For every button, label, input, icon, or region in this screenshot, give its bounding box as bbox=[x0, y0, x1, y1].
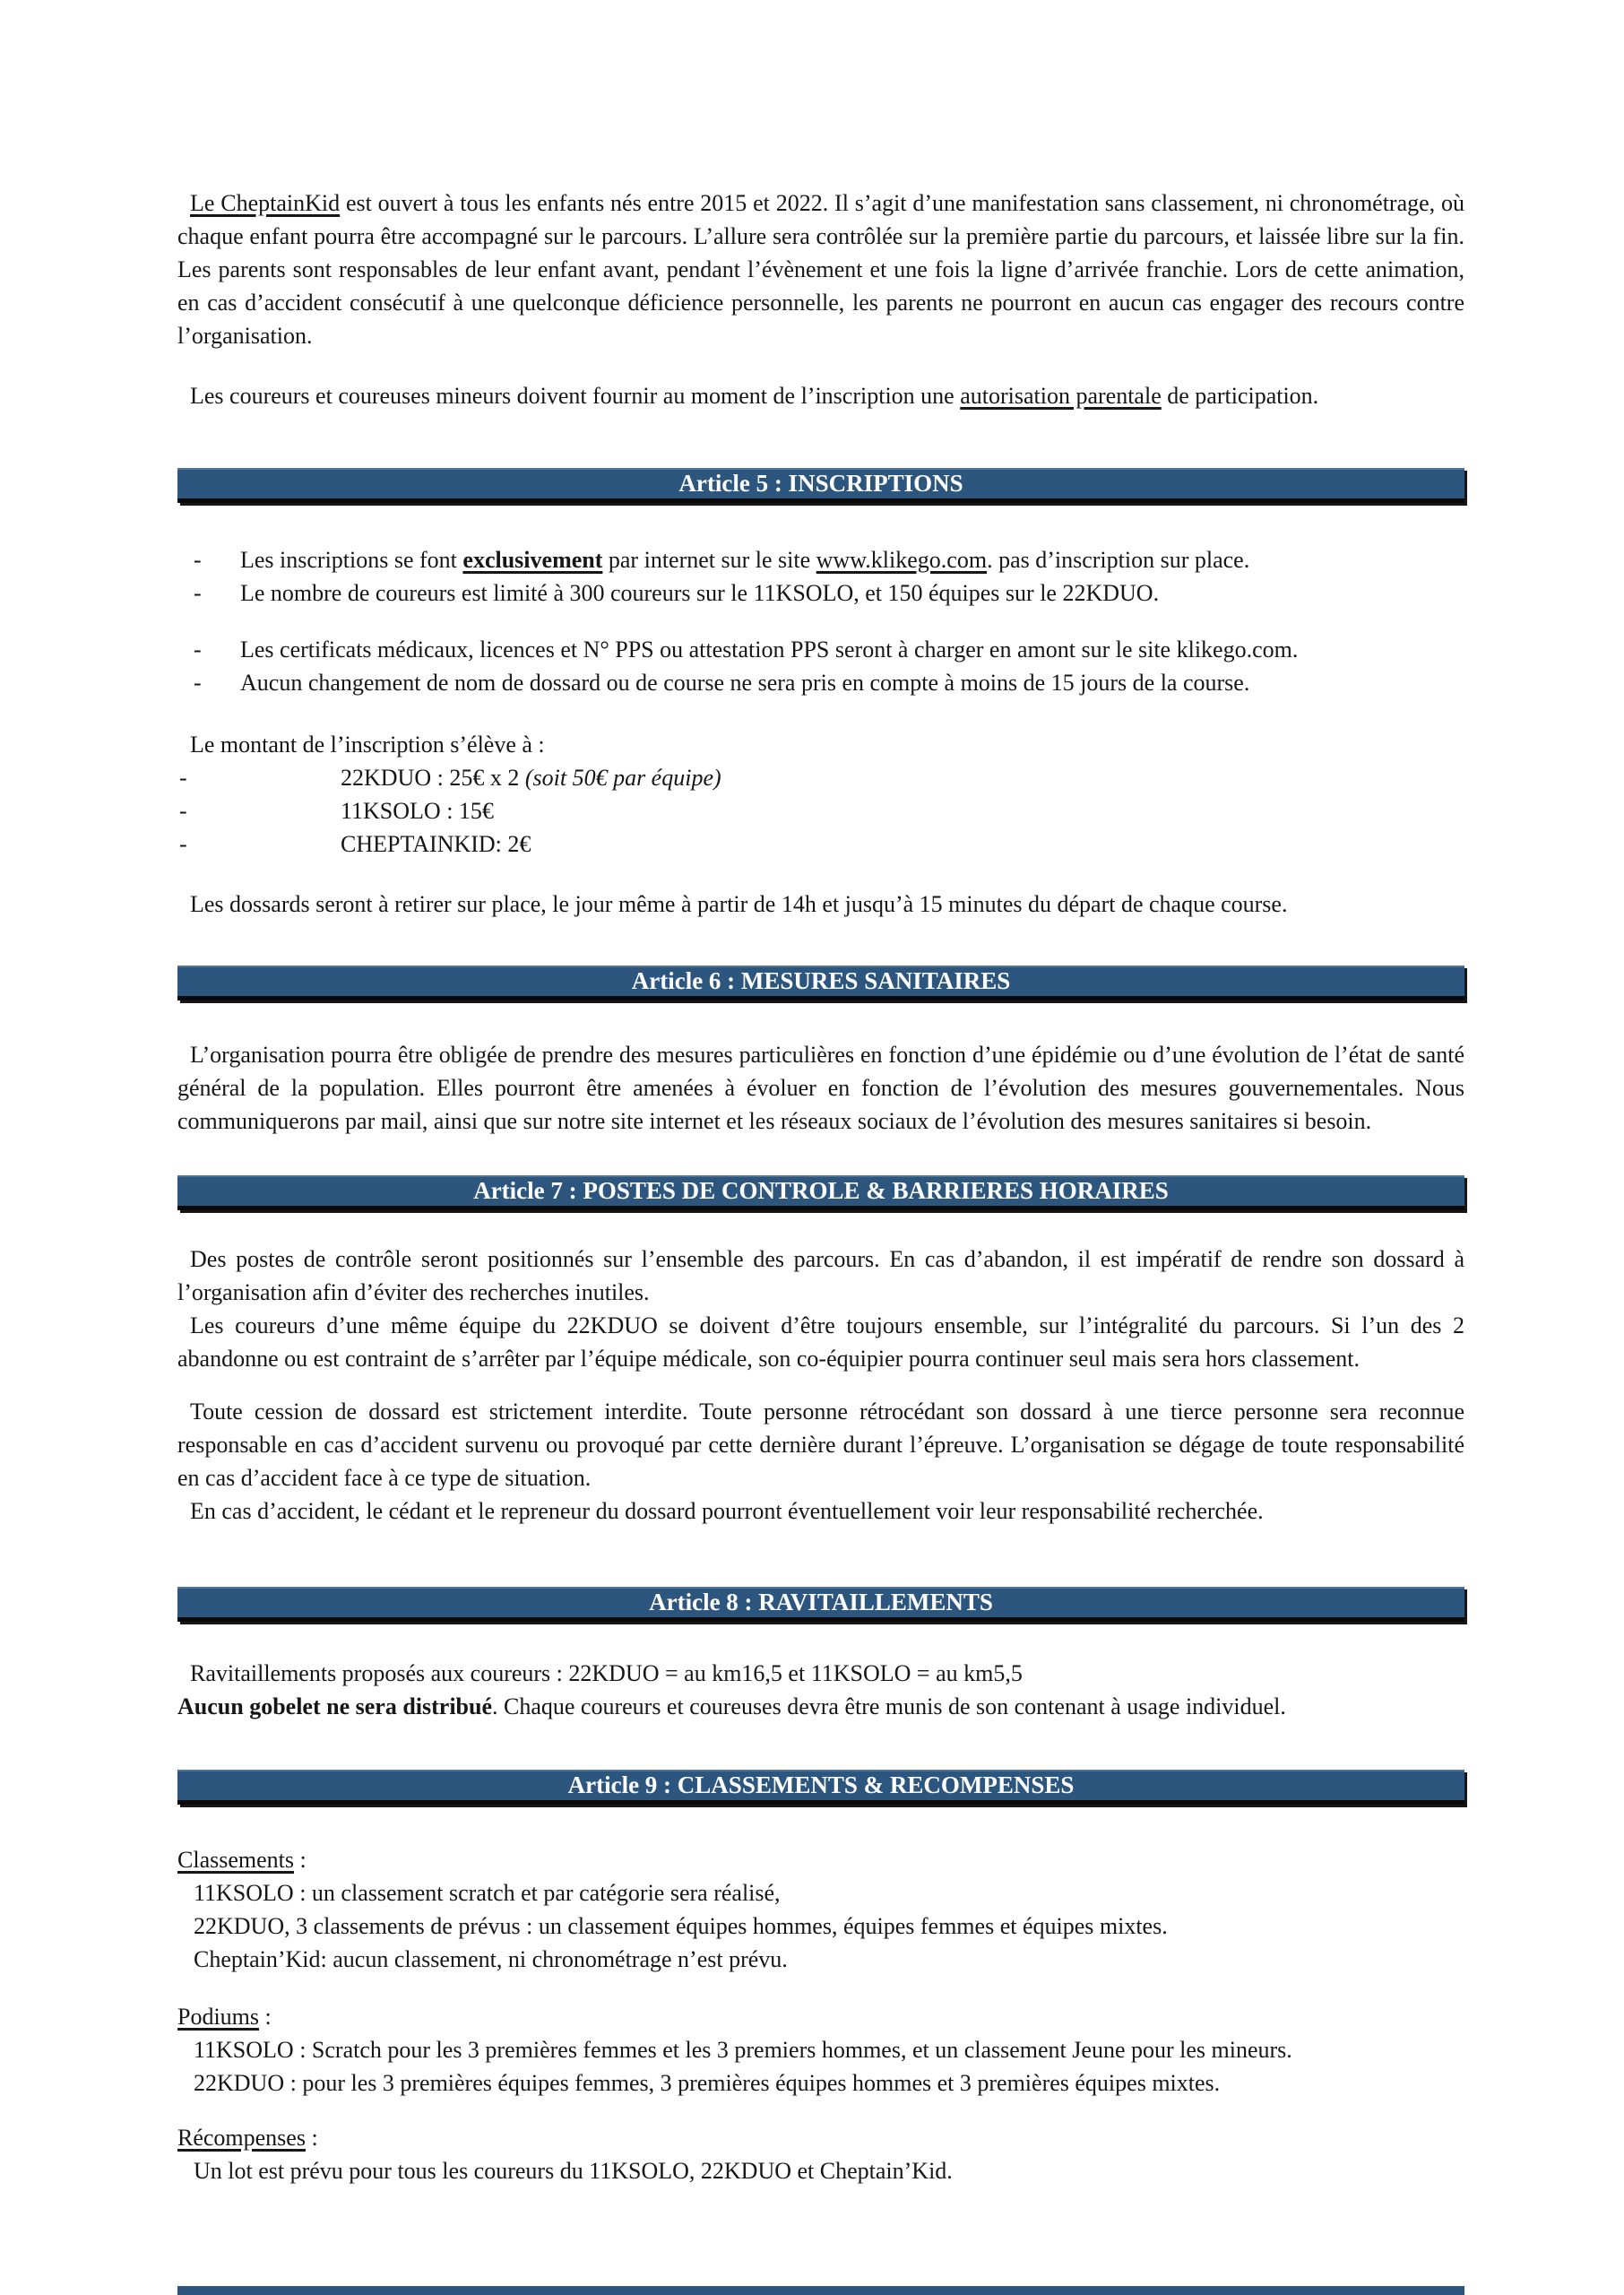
dash-bullet: - bbox=[194, 670, 202, 696]
article6-header-banner bbox=[177, 966, 1464, 1000]
fee-note-italic: (soit 50€ par équipe) bbox=[524, 765, 721, 791]
heading-colon: : bbox=[305, 2125, 318, 2151]
klikego-link[interactable]: www.klikego.com bbox=[816, 547, 988, 573]
podiums-heading bbox=[177, 2000, 1464, 2033]
podiums-line-11ksolo: 11KSOLO : Scratch pour les 3 premières femmes et les 3 premiers hommes, et un classement Jeune pour les mineurs. bbox=[194, 2037, 1292, 2063]
gobelet-line bbox=[177, 1690, 1464, 1723]
article7-paragraph-1: Des postes de contrôle seront positionnés sur l’ensemble des parcours. En cas d’abandon, il est impératif de rendre son dossard à l’organisation afin d’éviter des recherches inutiles. bbox=[177, 1246, 1464, 1305]
list-item-text bbox=[240, 543, 1249, 576]
article5-title: Article 5 : INSCRIPTIONS bbox=[678, 470, 963, 497]
fee-label: 22KDUO : 25€ x 2 bbox=[341, 765, 525, 791]
fees-intro: Le montant de l’inscription s’élève à : bbox=[190, 732, 545, 758]
ravitaillements-line: Ravitaillements proposés aux coureurs : 22KDUO = au km16,5 et 11KSOLO = au km5,5 bbox=[190, 1660, 1023, 1686]
fee-line-11ksolo bbox=[177, 794, 1464, 827]
minors-text-before: Les coureurs et coureuses mineurs doivent fournir au moment de l’inscription une bbox=[190, 383, 961, 409]
fee-line-22kduo bbox=[177, 761, 1464, 794]
heading-colon: : bbox=[294, 1847, 307, 1873]
list-item-text: Le nombre de coureurs est limité à 300 coureurs sur le 11KSOLO, et 150 équipes sur le 22KDUO. bbox=[240, 580, 1160, 606]
dash-bullet: - bbox=[194, 580, 202, 606]
parental-authorization-underlined: autorisation parentale bbox=[960, 383, 1162, 409]
article9-title: Article 9 : CLASSEMENTS & RECOMPENSES bbox=[567, 1771, 1075, 1798]
article6-body: L’organisation pourra être obligée de prendre des mesures particulières en fonction d’une épidémie ou d’une évolution de l’état de santé général de la population. Elles pourront être amenées à évoluer en fonction de l’évolution des mesures gouvernementales. Nous communiquerons par mail, ainsi que sur notre site internet et les réseaux sociaux de l’évolution des mesures sanitaires si besoin. bbox=[177, 1042, 1464, 1134]
article9-header-banner bbox=[177, 1770, 1464, 1805]
podiums-heading-text: Podiums bbox=[177, 2004, 260, 2030]
recompenses-heading-text: Récompenses bbox=[177, 2125, 306, 2151]
article8-title: Article 8 : RAVITAILLEMENTS bbox=[649, 1589, 993, 1615]
next-article-banner-cut bbox=[177, 2286, 1464, 2295]
classements-line-22kduo: 22KDUO, 3 classements de prévus : un classement équipes hommes, équipes femmes et équipes mixtes. bbox=[194, 1913, 1168, 1939]
list-item-runner-limit bbox=[177, 576, 1464, 610]
list-item-text: Aucun changement de nom de dossard ou de course ne sera pris en compte à moins de 15 jours de la course. bbox=[240, 670, 1250, 696]
event-name-cheptainkid: Le CheptainKid bbox=[190, 190, 341, 216]
fee-label: CHEPTAINKID: 2€ bbox=[341, 831, 531, 857]
list-item-certificats bbox=[177, 633, 1464, 666]
dash-bullet: - bbox=[194, 637, 202, 663]
recompenses-line: Un lot est prévu pour tous les coureurs du 11KSOLO, 22KDUO et Cheptain’Kid. bbox=[194, 2158, 953, 2184]
article8-header-banner bbox=[177, 1587, 1464, 1622]
article7-header-banner bbox=[177, 1175, 1464, 1210]
recompenses-heading bbox=[177, 2121, 1464, 2154]
inscriptions-text-after: . pas d’inscription sur place. bbox=[987, 547, 1250, 573]
list-item-inscriptions-online bbox=[177, 543, 1464, 576]
article6-title: Article 6 : MESURES SANITAIRES bbox=[631, 967, 1011, 994]
minors-text-after: de participation. bbox=[1161, 383, 1319, 409]
document-content bbox=[177, 186, 1464, 2187]
inscriptions-list-1 bbox=[177, 543, 1464, 610]
article5-header-banner bbox=[177, 468, 1464, 503]
fees-list bbox=[177, 761, 1464, 861]
inscriptions-text-middle: par internet sur le site bbox=[602, 547, 816, 573]
inscriptions-list-2 bbox=[177, 633, 1464, 699]
inscriptions-text-before: Les inscriptions se font bbox=[240, 547, 463, 573]
exclusivement-emphasis: exclusivement bbox=[462, 547, 603, 573]
dash-bullet: - bbox=[179, 831, 187, 857]
intro-paragraph-text: est ouvert à tous les enfants nés entre 2015 et 2022. Il s’agit d’une manifestation sans classement, ni chronométrage, où chaque enfant pourra être accompagné sur le parcours. L’allure sera contrôlée sur la première partie du parcours, et laissée libre sur la fin. Les parents sont responsables de leur enfant avant, pendant l’évènement et une fois la ligne d’arrivée franchie. Lors de cette animation, en cas d’accident consécutif à une quelconque déficience personnelle, les parents ne pourront en aucun cas engager des recours contre l’organisation. bbox=[177, 190, 1464, 349]
classements-heading bbox=[177, 1843, 1464, 1876]
dash-bullet: - bbox=[179, 765, 187, 791]
article7-paragraph-3: Toute cession de dossard est strictement interdite. Toute personne rétrocédant son dossard à une tierce personne sera reconnue responsable en cas d’accident survenu ou provoqué par cette dernière durant l’épreuve. L’organisation se dégage de toute responsabilité en cas d’accident face à ce type de situation. bbox=[177, 1399, 1464, 1491]
gobelet-bold: Aucun gobelet ne sera distribué bbox=[177, 1693, 492, 1719]
fee-label: 11KSOLO : 15€ bbox=[341, 798, 494, 824]
fee-text bbox=[341, 761, 721, 794]
gobelet-rest: . Chaque coureurs et coureuses devra être munis de son contenant à usage individuel. bbox=[492, 1693, 1286, 1719]
article7-paragraph-4: En cas d’accident, le cédant et le repreneur du dossard pourront éventuellement voir leur responsabilité recherchée. bbox=[190, 1498, 1264, 1524]
dash-bullet: - bbox=[179, 798, 187, 824]
list-item-changement-dossard bbox=[177, 666, 1464, 699]
article7-title: Article 7 : POSTES DE CONTROLE & BARRIERES HORAIRES bbox=[473, 1177, 1169, 1204]
dash-bullet: - bbox=[194, 547, 202, 573]
bibs-paragraph: Les dossards seront à retirer sur place, le jour même à partir de 14h et jusqu’à 15 minutes du départ de chaque course. bbox=[190, 891, 1288, 917]
classements-line-cheptainkid: Cheptain’Kid: aucun classement, ni chronométrage n’est prévu. bbox=[194, 1946, 788, 1972]
fee-line-cheptainkid bbox=[177, 827, 1464, 861]
minors-paragraph bbox=[177, 379, 1464, 412]
article7-paragraph-2: Les coureurs d’une même équipe du 22KDUO se doivent d’être toujours ensemble, sur l’intégralité du parcours. Si l’un des 2 abandonne ou est contraint de s’arrêter par l’équipe médicale, son co-équipier pourra continuer seul mais sera hors classement. bbox=[177, 1312, 1464, 1372]
list-item-text: Les certificats médicaux, licences et N° PPS ou attestation PPS seront à charger en amont sur le site klikego.com. bbox=[240, 637, 1299, 663]
heading-colon: : bbox=[259, 2004, 272, 2030]
classements-heading-text: Classements bbox=[177, 1847, 294, 1873]
intro-paragraph bbox=[177, 186, 1464, 352]
podiums-line-22kduo: 22KDUO : pour les 3 premières équipes femmes, 3 premières équipes hommes et 3 premières équipes mixtes. bbox=[194, 2070, 1221, 2096]
classements-line-11ksolo: 11KSOLO : un classement scratch et par catégorie sera réalisé, bbox=[194, 1880, 781, 1906]
